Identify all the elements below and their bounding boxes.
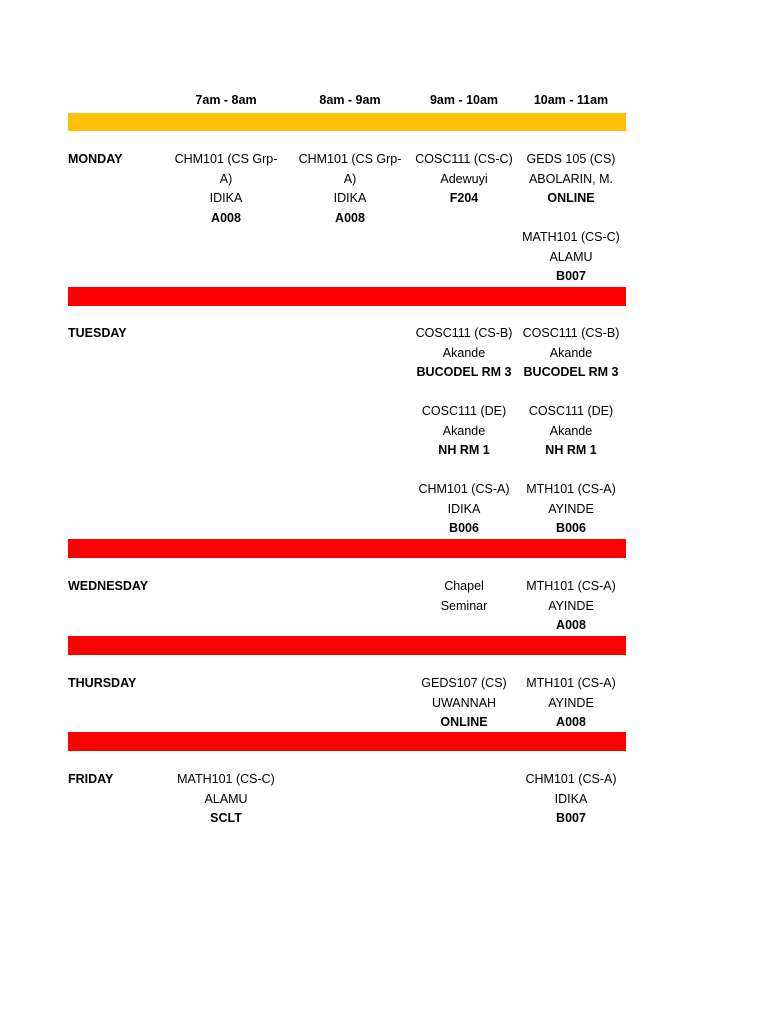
class-cell bbox=[408, 577, 520, 616]
course-code: MTH101 (CS-A) bbox=[526, 676, 616, 690]
room-name: B007 bbox=[556, 811, 586, 825]
time-slot-header: 7am - 8am bbox=[195, 93, 257, 107]
class-cell bbox=[515, 402, 627, 461]
lecturer-name: Akande bbox=[549, 423, 593, 438]
course-code: CHM101 (CS-A) bbox=[525, 772, 617, 786]
lecturer-name: UWANNAH bbox=[431, 695, 497, 710]
course-code: CHM101 (CS-A) bbox=[418, 482, 510, 496]
course-code: MTH101 (CS-A) bbox=[526, 482, 616, 496]
lecturer-name: ALAMU bbox=[204, 791, 248, 806]
lecturer-name: AYINDE bbox=[548, 695, 594, 710]
lecturer-name: ALAMU bbox=[549, 249, 593, 264]
room-name: SCLT bbox=[210, 811, 242, 825]
course-code: GEDS107 (CS) bbox=[421, 676, 507, 690]
class-cell bbox=[408, 402, 520, 461]
room-name: BUCODEL RM 3 bbox=[416, 365, 512, 379]
day-separator bbox=[68, 287, 626, 306]
room-name: B006 bbox=[449, 521, 479, 535]
lecturer-name: Akande bbox=[442, 345, 486, 360]
day-separator bbox=[68, 732, 626, 751]
course-code: COSC111 (CS-C) bbox=[415, 152, 513, 166]
class-cell bbox=[515, 480, 627, 539]
event-line: Seminar bbox=[440, 598, 488, 613]
room-name: ONLINE bbox=[547, 191, 595, 205]
room-name: A008 bbox=[335, 210, 365, 225]
class-cell bbox=[515, 228, 627, 287]
class-cell bbox=[515, 150, 627, 209]
lecturer-name: IDIKA bbox=[333, 191, 367, 205]
day-label-thursday: THURSDAY bbox=[68, 676, 137, 690]
room-name: A008 bbox=[556, 715, 586, 729]
day-separator bbox=[68, 636, 626, 655]
time-slot-header: 8am - 9am bbox=[319, 93, 381, 107]
lecturer-name: Akande bbox=[549, 345, 593, 360]
time-slot-header: 10am - 11am bbox=[533, 93, 609, 107]
class-cell bbox=[515, 577, 627, 636]
class-cell bbox=[170, 150, 282, 228]
time-slot-header: 9am - 10am bbox=[429, 93, 499, 107]
course-code: COSC111 (CS-B) bbox=[415, 326, 513, 340]
course-code: MATH101 (CS-C) bbox=[177, 772, 275, 786]
room-name: BUCODEL RM 3 bbox=[523, 365, 619, 379]
course-code: MTH101 (CS-A) bbox=[526, 579, 616, 593]
day-separator bbox=[68, 539, 626, 558]
room-name: ONLINE bbox=[440, 715, 488, 729]
day-label-friday: FRIDAY bbox=[68, 772, 114, 786]
room-name: A008 bbox=[556, 618, 586, 632]
lecturer-name: IDIKA bbox=[447, 501, 481, 516]
header-band bbox=[68, 113, 626, 131]
class-cell bbox=[408, 674, 520, 733]
course-code: COSC111 (DE) bbox=[421, 404, 507, 418]
class-cell bbox=[294, 150, 406, 228]
lecturer-name: Akande bbox=[442, 423, 486, 438]
room-name: NH RM 1 bbox=[545, 443, 597, 457]
course-code: COSC111 (CS-B) bbox=[522, 326, 620, 340]
class-cell bbox=[408, 480, 520, 539]
class-cell bbox=[408, 324, 520, 383]
course-code: COSC111 (DE) bbox=[528, 404, 614, 418]
course-code: CHM101 (CS Grp-A) bbox=[174, 152, 278, 186]
class-cell bbox=[515, 674, 627, 733]
day-label-wednesday: WEDNESDAY bbox=[68, 579, 149, 593]
room-name: F204 bbox=[449, 191, 479, 205]
course-code: MATH101 (CS-C) bbox=[522, 230, 620, 244]
room-name: NH RM 1 bbox=[438, 443, 490, 457]
day-label-monday: MONDAY bbox=[68, 152, 123, 166]
class-cell bbox=[170, 770, 282, 829]
lecturer-name: IDIKA bbox=[554, 791, 588, 806]
class-cell bbox=[408, 150, 520, 209]
room-name: B006 bbox=[556, 521, 586, 535]
class-cell bbox=[515, 770, 627, 829]
day-label-tuesday: TUESDAY bbox=[68, 326, 127, 340]
room-name: A008 bbox=[211, 210, 241, 225]
class-cell bbox=[515, 324, 627, 383]
lecturer-name: IDIKA bbox=[209, 191, 243, 205]
course-code: CHM101 (CS Grp-A) bbox=[298, 152, 402, 186]
lecturer-name: AYINDE bbox=[548, 598, 594, 613]
lecturer-name: ABOLARIN, M. bbox=[528, 171, 614, 186]
course-code: GEDS 105 (CS) bbox=[526, 152, 616, 166]
room-name: B007 bbox=[556, 269, 586, 283]
lecturer-name: Adewuyi bbox=[440, 171, 488, 186]
lecturer-name: AYINDE bbox=[548, 501, 594, 516]
event-line: Chapel bbox=[444, 579, 484, 593]
